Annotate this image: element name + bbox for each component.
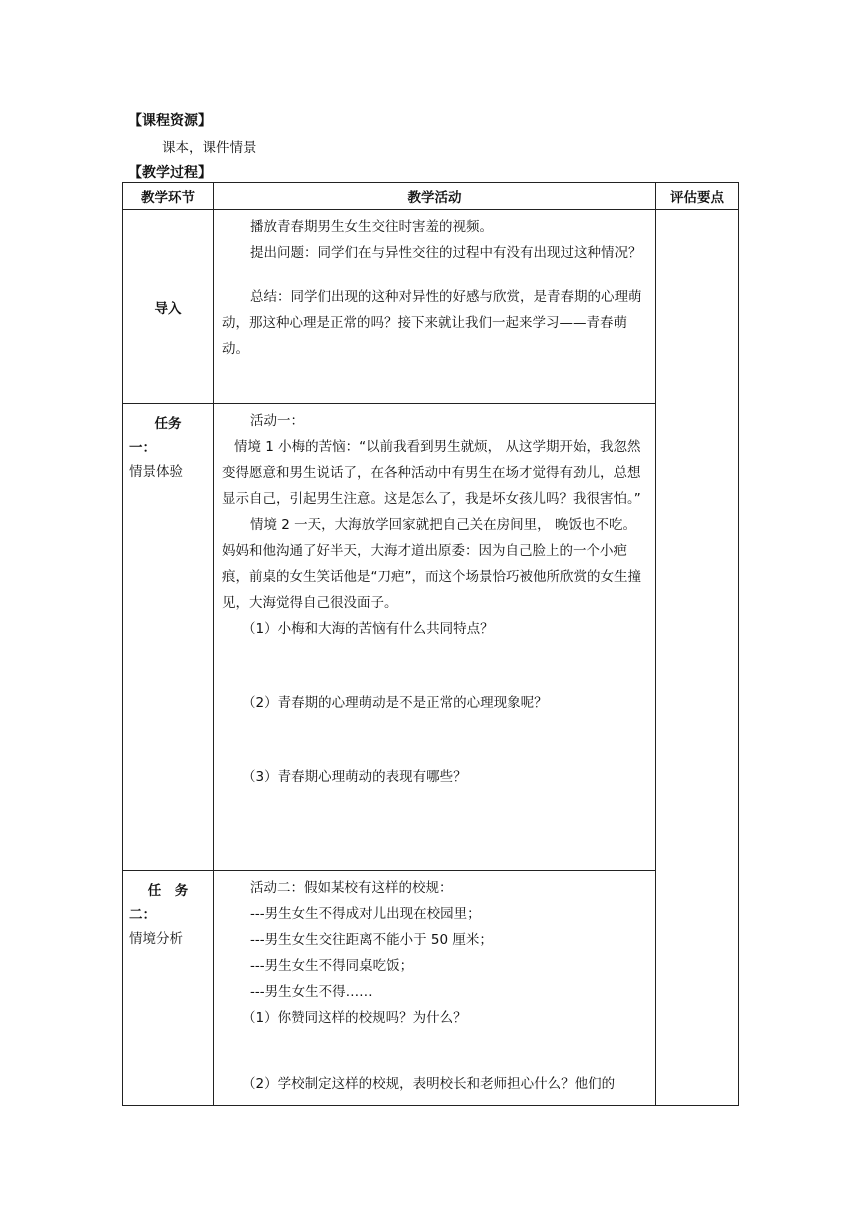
stage-task2 <box>123 871 214 1106</box>
table-row-intro <box>123 210 739 404</box>
task2-rule-1: ---男生女生不得成对儿出现在校园里； <box>250 906 481 922</box>
intro-paragraph-3: 总结：同学们出现的这种对异性的好感与欣赏，是青春期的心理萌动，那这种心理是正常的吗？接下来就让我们一起来学习——青春萌动。 <box>222 289 642 357</box>
task1-activity-title: 活动一： <box>250 413 304 429</box>
task1-scenario-1: 情境 1 小梅的苦恼：“以前我看到男生就烦， 从这学期开始，我忽然变得愿意和男生说话了，在各种活动中有男生在场才觉得有劲儿，总想显示自己，引起男生注意。这是怎么了，我是坏女孩儿吗？我很害怕。” <box>222 439 641 507</box>
task1-question-2: （2）青春期的心理萌动是不是正常的心理现象呢？ <box>242 695 548 711</box>
task1-label-c: 情景体验 <box>129 464 183 480</box>
task2-question-1: （1）你赞同这样的校规吗？为什么？ <box>242 1010 467 1026</box>
task2-label-b: 二： <box>129 907 156 923</box>
task2-question-2: （2）学校制定这样的校规，表明校长和老师担心什么？他们的 <box>242 1076 616 1092</box>
process-heading: 【教学过程】 <box>128 165 212 181</box>
task1-scenario-2: 情境 2 一天，大海放学回家就把自己关在房间里， 晚饭也不吃。妈妈和他沟通了好半天，大海才道出原委：因为自己脸上的一个小疤痕，前桌的女生笑话他是“刀疤”，而这个场景恰巧被他所欣赏的女生撞见，大海觉得自己很没面子。 <box>222 517 641 611</box>
task2-label-a: 任 务 <box>147 883 189 899</box>
resources-content: 课本，课件情景 <box>162 140 257 156</box>
header-evaluation: 评估要点 <box>656 183 739 210</box>
table-header-row <box>123 183 739 210</box>
task2-rule-3: ---男生女生不得同桌吃饭； <box>250 958 414 974</box>
stage-task1 <box>123 404 214 871</box>
header-stage: 教学环节 <box>123 183 214 210</box>
table-row-task2 <box>123 871 739 1106</box>
intro-paragraph-2: 提出问题：同学们在与异性交往的过程中有没有出现过这种情况？ <box>250 245 642 261</box>
activity-task2 <box>214 871 656 1106</box>
intro-paragraph-1: 播放青春期男生女生交往时害羞的视频。 <box>250 219 493 235</box>
activity-intro <box>214 210 656 404</box>
activity-task1 <box>214 404 656 871</box>
header-activity: 教学活动 <box>214 183 656 210</box>
task1-question-1: （1）小梅和大海的苦恼有什么共同特点？ <box>242 621 494 637</box>
task2-rule-4: ---男生女生不得…… <box>250 984 373 1000</box>
resources-heading: 【课程资源】 <box>128 113 212 129</box>
task2-rule-2: ---男生女生交往距离不能小于 50 厘米； <box>250 932 493 948</box>
task1-label-b: 一： <box>129 440 156 456</box>
task1-question-3: （3）青春期心理萌动的表现有哪些？ <box>242 769 467 785</box>
stage-intro: 导入 <box>123 210 214 404</box>
task2-activity-title: 活动二：假如某校有这样的校规： <box>250 880 453 896</box>
task1-label-a: 任务 <box>154 416 182 432</box>
evaluation-cell <box>656 210 739 1106</box>
table-row-task1 <box>123 404 739 871</box>
task2-label-c: 情境分析 <box>129 931 183 947</box>
teaching-process-table <box>122 182 739 1106</box>
